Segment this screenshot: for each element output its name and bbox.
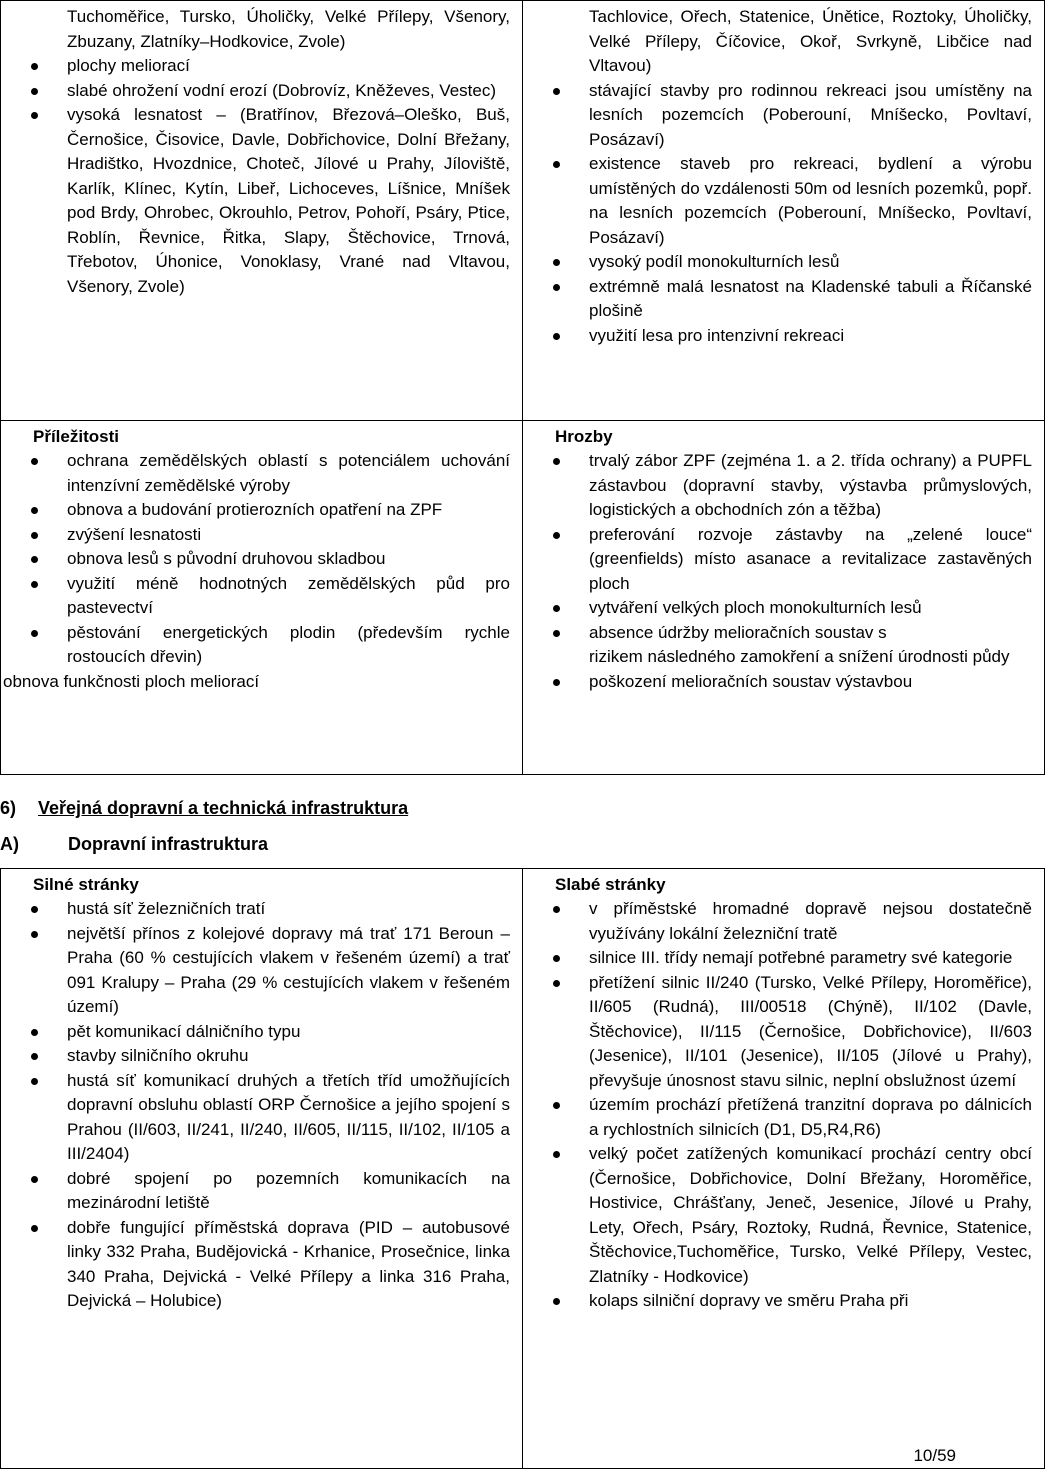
list-item: územím prochází přetížená tranzitní doprava po dálnicích a rychlostních silnicích (D1, D5,R4,R6) <box>553 1093 1032 1142</box>
list-item: absence údržby melioračních soustav s <box>553 621 1032 646</box>
list-item: pěstování energetických plodin (především rychle rostoucích dřevin) <box>31 621 510 670</box>
list-item: plochy meliorací <box>31 54 510 79</box>
list-item: obnova a budování protierozních opatření na ZPF <box>31 498 510 523</box>
section-letter: A) <box>0 834 19 854</box>
section-title: Dopravní infrastruktura <box>68 834 269 854</box>
weaknesses-cell <box>523 869 1045 1469</box>
list-item: vytváření velkých ploch monokulturních lesů <box>553 596 1032 621</box>
list-item: trvalý zábor ZPF (zejména 1. a 2. třída ochrany) a PUPFL zástavbou (dopravní stavby, výstavba průmyslových, logistických a obchodních zón a těžba) <box>553 449 1032 523</box>
opportunities-trailing: obnova funkčnosti ploch meliorací <box>3 671 260 691</box>
list-item: extrémně malá lesnatost na Kladenské tabuli a Říčanské plošině <box>553 275 1032 324</box>
section-number: 6) <box>0 798 17 818</box>
list-item: dobře fungující příměstská doprava (PID – autobusové linky 332 Praha, Budějovická - Krhanice, Prosečnice, linka 340 Praha, Dejvická - Velké Přílepy a linka 316 Praha, Dejvická – Holubice) <box>31 1216 510 1314</box>
section-6-heading <box>0 798 408 819</box>
list-item: velký počet zatížených komunikací prochází centry obcí (Černošice, Dobřichovice, Dolní Břežany, Horoměřice, Hostivice, Chrášťany, Jeneč, Jesenice, Jílové u Prahy, Lety, Ořech, Psáry, Roztoky, Rudná, Řevnice, Statenice, Štěchovice,Tuchoměřice, Tursko, Velké Přílepy, Vestec, Zlatníky - Hodkovice) <box>553 1142 1032 1289</box>
list-item: ochrana zemědělských oblastí s potenciálem uchování intenzívní zemědělské výroby <box>31 449 510 498</box>
threats-cell <box>523 421 1045 775</box>
list-item: hustá síť železničních tratí <box>31 897 510 922</box>
list-item: stávající stavby pro rodinnou rekreaci jsou umístěny na lesních pozemcích (Poberouní, Mníšecko, Povltaví, Posázaví) <box>553 79 1032 153</box>
list-item: přetížení silnic II/240 (Tursko, Velké Přílepy, Horoměřice), II/605 (Rudná), III/00518 (Chýně), II/102 (Davle, Štěchovice), II/115 (Černošice, Dobřichovice), II/603 (Jesenice), II/101 (Jesenice), II/105 (Jílové u Prahy), převyšuje únosnost stavu silnic, neplní obslužnost území <box>553 971 1032 1094</box>
list-item: dobré spojení po pozemních komunikacích na mezinárodní letiště <box>31 1167 510 1216</box>
list-item: vysoká lesnatost – (Bratřínov, Březová–Oleško, Buš, Černošice, Čisovice, Davle, Dobřichovice, Dolní Břežany, Hradištko, Hvozdnice, Choteč, Jílové u Prahy, Jíloviště, Karlík, Klínec, Kytín, Libeř, Lichoceves, Líšnice, Mníšek pod Brdy, Ohrobec, Okrouhlo, Petrov, Pohoří, Psáry, Ptice, Roblín, Řevnice, Řitka, Slapy, Štěchovice, Trnová, Třebotov, Úhonice, Vonoklasy, Vrané nad Vltavou, Všenory, Zvole) <box>31 103 510 299</box>
strengths-cell <box>1 869 523 1469</box>
list-item: hustá síť komunikací druhých a třetích tříd umožňujících dopravní obsluhu oblastí ORP Černošice a jejího spojení s Prahou (II/603, II/241, II/240, II/605, II/115, II/102, II/105 a III/2404) <box>31 1069 510 1167</box>
list-item: zvýšení lesnatosti <box>31 523 510 548</box>
list-item: rizikem následného zamokření a snížení úrodnosti půdy <box>589 647 1010 666</box>
section-a-heading <box>0 834 268 855</box>
list-item: v příměstské hromadné dopravě nejsou dostatečně využívány lokální železniční tratě <box>553 897 1032 946</box>
list-item: využití méně hodnotných zemědělských půd pro pastevectví <box>31 572 510 621</box>
list-item: poškození melioračních soustav výstavbou <box>553 670 1032 695</box>
weaknesses-cell-left <box>1 1 523 421</box>
list-item: stavby silničního okruhu <box>31 1044 510 1069</box>
list-item: preferování rozvoje zástavby na „zelené louce“ (greenfields) místo asanace a revitalizace zastavěných ploch <box>553 523 1032 597</box>
page-number: 10/59 <box>913 1446 956 1465</box>
strengths-heading: Silné stránky <box>33 875 139 894</box>
list-item: silnice III. třídy nemají potřebné parametry své kategorie <box>553 946 1032 971</box>
list-item: slabé ohrožení vodní erozí (Dobrovíz, Kněževes, Vestec) <box>31 79 510 104</box>
list-item: využití lesa pro intenzivní rekreaci <box>553 324 1032 349</box>
list-item: největší přínos z kolejové dopravy má trať 171 Beroun – Praha (60 % cestujících vlakem v řešeném území) a trať 091 Kralupy – Praha (29 % cestujících vlakem v řešeném území) <box>31 922 510 1020</box>
threats-heading: Hrozby <box>555 427 613 446</box>
list-item: vysoký podíl monokulturních lesů <box>553 250 1032 275</box>
list-item: Tuchoměřice, Tursko, Úholičky, Velké Přílepy, Všenory, Zbuzany, Zlatníky–Hodkovice, Zvole) <box>67 7 510 51</box>
list-item: pět komunikací dálničního typu <box>31 1020 510 1045</box>
list-item: existence staveb pro rekreaci, bydlení a výrobu umístěných do vzdálenosti 50m od lesních pozemků, popř. na lesních pozemcích (Poberouní, Mníšecko, Povltaví, Posázaví) <box>553 152 1032 250</box>
opportunities-cell <box>1 421 523 775</box>
weaknesses-cell-right <box>523 1 1045 421</box>
list-item: kolaps silniční dopravy ve směru Praha při <box>553 1289 1032 1314</box>
list-item: Tachlovice, Ořech, Statenice, Únětice, Roztoky, Úholičky, Velké Přílepy, Číčovice, Okoř, Svrkyně, Libčice nad Vltavou) <box>589 7 1032 75</box>
list-item: obnova lesů s původní druhovou skladbou <box>31 547 510 572</box>
weaknesses-heading: Slabé stránky <box>555 875 666 894</box>
section-title: Veřejná dopravní a technická infrastruktura <box>38 798 409 818</box>
opportunities-heading: Příležitosti <box>33 427 119 446</box>
swot-table-transport <box>0 868 1045 1469</box>
